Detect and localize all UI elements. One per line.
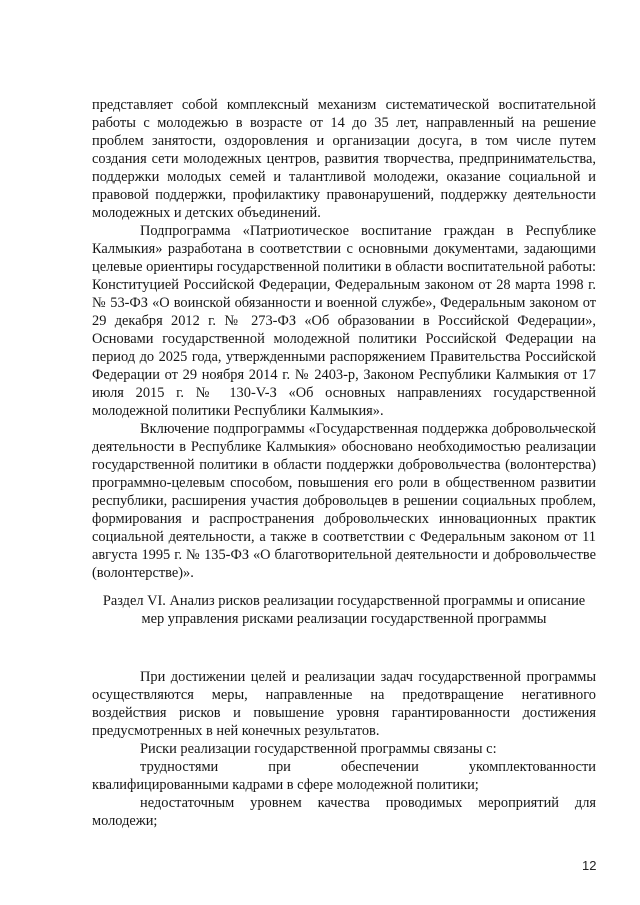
- page-number: 12: [582, 858, 597, 873]
- paragraph-risk-quality: недостаточным уровнем качества проводимых мероприятий для молодежи;: [92, 795, 596, 829]
- section-heading: Раздел VI. Анализ рисков реализации государственной программы и описание мер управления рисками реализации государственной программы: [102, 593, 586, 627]
- paragraph-risk-staffing: трудностями при обеспечении укомплектованности квалифицированными кадрами в сфере молодежной политики;: [92, 759, 596, 793]
- paragraph-volunteer-subprogram: Включение подпрограммы «Государственная поддержка добровольческой деятельности в Республике Калмыкия» обосновано необходимостью реализации государственной политики в области поддержки добровольчества (волонтерства) программно-целевым способом, повышения его роли в общественном развитии республики, расширения участия добровольцев в решении социальных проблем, формирования и распространения добровольческих инновационных практик социальной деятельности, а также в соответствии с Федеральным законом от 11 августа 1995 г. № 135-ФЗ «О благотворительной деятельности и добровольчестве (волонтерстве)».: [92, 421, 596, 581]
- paragraph-youth-work: представляет собой комплексный механизм систематической воспитательной работы с молодежью в возрасте от 14 до 35 лет, направленный на решение проблем занятости, оздоровления и организации досуга, в том числе путем создания сети молодежных центров, развития творчества, предпринимательства, поддержки молодых семей и талантливой молодежи, оказание социальной и правовой поддержки, профилактику правонарушений, поддержку деятельности молодежных и детских объединений.: [92, 97, 596, 221]
- paragraph-patriotic-subprogram: Подпрограмма «Патриотическое воспитание граждан в Республике Калмыкия» разработана в соответствии с основными документами, задающими целевые ориентиры государственной политики в области воспитательной работы: Конституцией Российской Федерации, Федеральным законом от 28 марта 1998 г. № 53-ФЗ «О воинской обязанности и военной службе», Федеральным законом от 29 декабря 2012 г. № 273-ФЗ «Об образовании в Российской Федерации», Основами государственной молодежной политики Российской Федерации на период до 2025 года, утвержденными распоряжением Правительства Российской Федерации от 29 ноября 2014 г. № 2403-р, Законом Республики Калмыкия от 17 июля 2015 г. № 130-V-З «Об основных направлениях государственной молодежной политики Республики Калмыкия».: [92, 223, 596, 419]
- paragraph-risk-measures: При достижении целей и реализации задач государственной программы осуществляются меры, направленные на предотвращение негативного воздействия рисков и повышение уровня гарантированности достижения предусмотренных в ней конечных результатов.: [92, 669, 596, 739]
- section-spacer: [92, 628, 596, 668]
- paragraph-risks-intro: Риски реализации государственной программы связаны с:: [140, 741, 497, 757]
